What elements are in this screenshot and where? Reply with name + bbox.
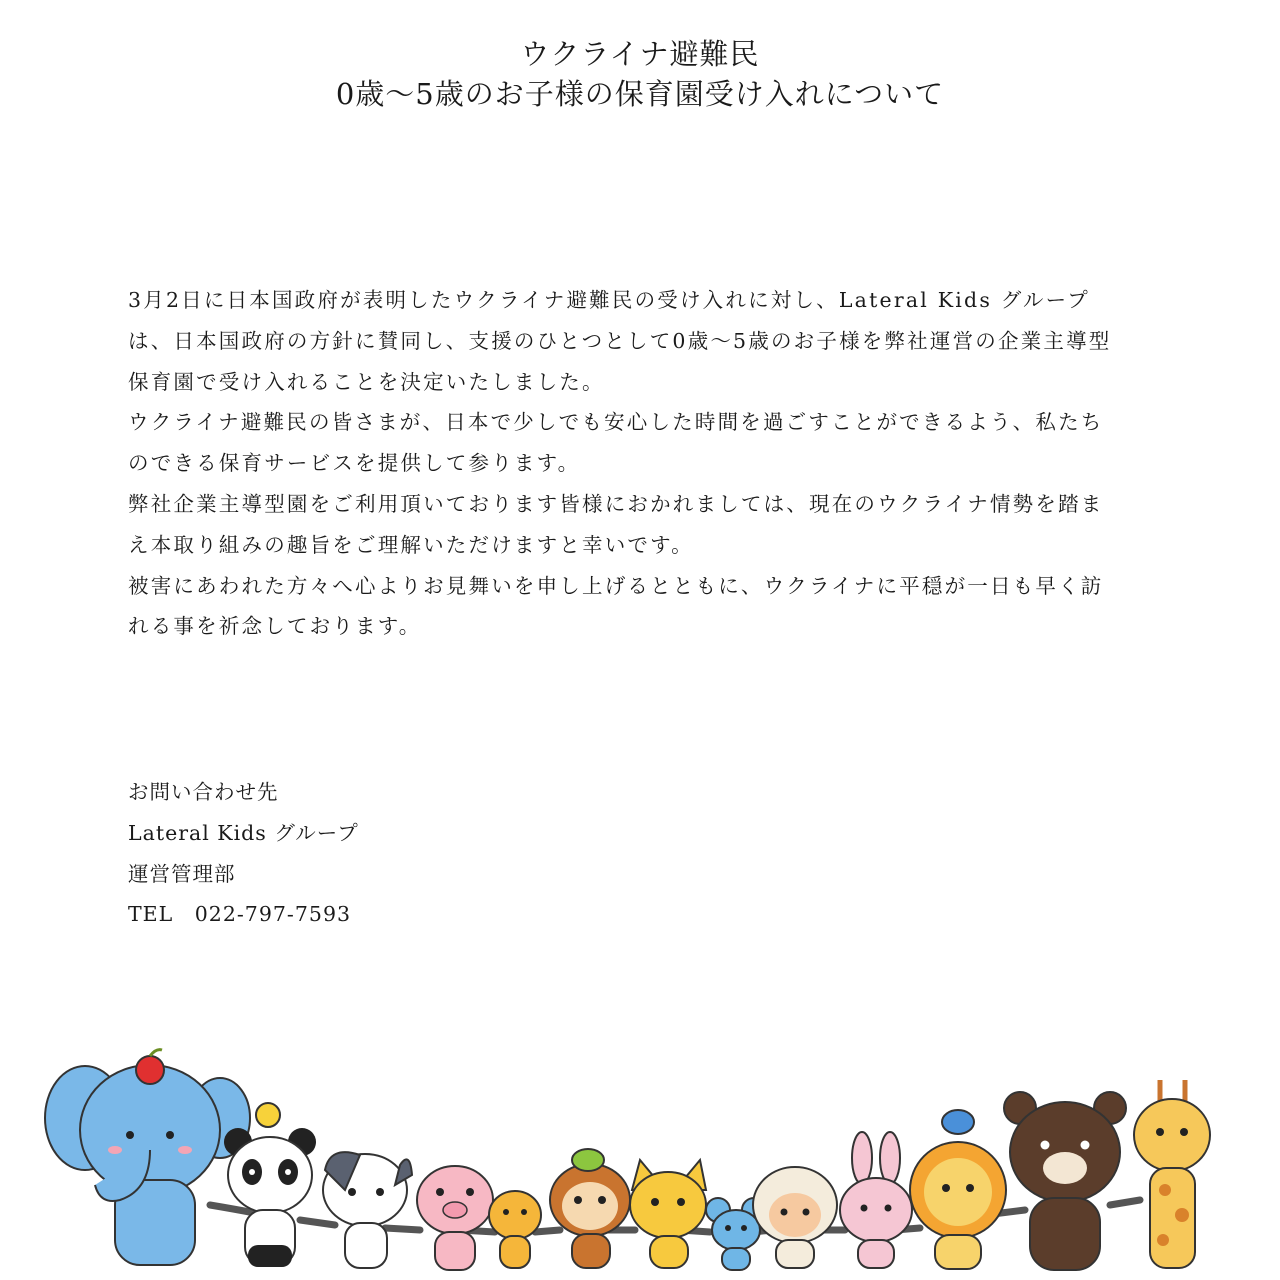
giraffe-character: [1134, 1080, 1210, 1268]
document-title: [0, 34, 1280, 114]
title-line-1: ウクライナ避難民: [520, 37, 760, 71]
contact-block: [128, 772, 359, 935]
sheep-character: [753, 1167, 837, 1268]
paragraph: 弊社企業主導型園をご利用頂いております皆様におかれましては、現在のウクライナ情勢を踏まえ本取り組みの趣旨をご理解いただけますと幸いです。: [128, 491, 1104, 557]
cat-character: [630, 1160, 706, 1268]
paragraph: ウクライナ避難民の皆さまが、日本で少しでも安心した時間を過ごすことができるよう、私たちのできる保育サービスを提供して参ります。: [128, 410, 1104, 476]
contact-department: 運営管理部: [128, 861, 236, 886]
contact-organization: Lateral Kids グループ: [128, 820, 359, 845]
announcement-body: [128, 280, 1118, 647]
elephant-character: [45, 1050, 250, 1265]
blue-bird-icon: [942, 1110, 974, 1134]
green-bird-icon: [572, 1149, 604, 1171]
paragraph: 3月2日に日本国政府が表明したウクライナ避難民の受け入れに対し、Lateral Kids グループは、日本国政府の方針に賛同し、支援のひとつとして0歳～5歳のお子様を弊社運営の企業主導型保育園で受け入れることを決定いたしました。: [128, 288, 1112, 394]
bear-character: [1004, 1092, 1126, 1270]
lion-character: [910, 1110, 1006, 1269]
contact-heading: お問い合わせ先: [128, 780, 279, 804]
paragraph: 被害にあわれた方々へ心よりお見舞いを申し上げるとともに、ウクライナに平穏が一日も早く訪れる事を祈念しております。: [128, 573, 1104, 639]
rabbit-character: [840, 1132, 912, 1268]
pig-character: [417, 1166, 493, 1270]
animal-characters-illustration: [0, 1040, 1280, 1280]
tiger-character: [489, 1191, 541, 1268]
yellow-bird-icon: [256, 1103, 280, 1127]
apple-icon: [136, 1056, 164, 1084]
contact-phone: TEL 022‐797‐7593: [128, 902, 352, 927]
monkey-character: [550, 1149, 630, 1268]
title-line-2: 0歳～5歳のお子様の保育園受け入れについて: [335, 77, 945, 111]
puppy-character: [323, 1152, 412, 1268]
